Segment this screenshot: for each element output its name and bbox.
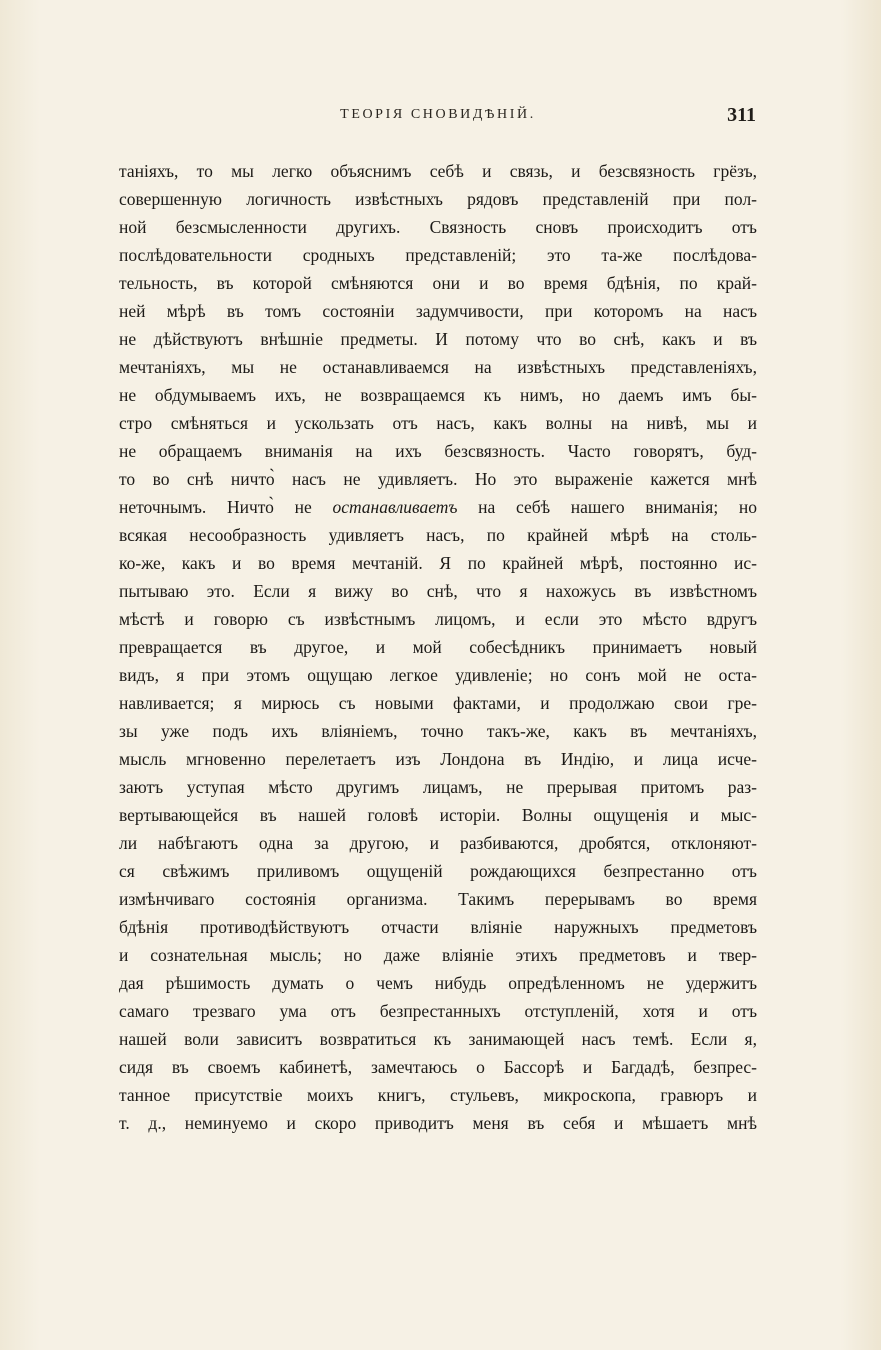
text-line: заютъ уступая мѣсто другимъ лицамъ, не прерывая притомъ раз-	[119, 777, 757, 797]
text-line: не обдумываемъ ихъ, не возвращаемся къ нимъ, но даемъ имъ бы-	[119, 385, 757, 405]
text-line: ко-же, какъ и во время мечтаній. Я по крайней мѣрѣ, постоянно ис-	[119, 553, 757, 573]
page-number: 311	[727, 104, 756, 126]
text-line: ной безсмысленности другихъ. Связность сновъ происходитъ отъ	[119, 217, 757, 237]
text-segment: неточнымъ. Ничто̀ не	[119, 497, 333, 517]
text-line: таніяхъ, то мы легко объяснимъ себѣ и связь, и безсвязность грёзъ,	[119, 161, 757, 181]
text-line: не обращаемъ вниманія на ихъ безсвязность. Часто говорятъ, буд-	[119, 441, 757, 461]
running-title: ТЕОРІЯ СНОВИДѢНІЙ.	[340, 107, 536, 122]
text-line: превращается въ другое, и мой собесѣдникъ принимаетъ новый	[119, 637, 757, 657]
text-line: т. д., неминуемо и скоро приводитъ меня въ себя и мѣшаетъ мнѣ	[119, 1113, 757, 1133]
text-line: дая рѣшимость думать о чемъ нибудь опредѣленномъ не удержитъ	[119, 973, 757, 993]
running-head	[120, 104, 756, 130]
text-line: навливается; я мирюсь съ новыми фактами, и продолжаю свои гре-	[119, 693, 757, 713]
text-line: ней мѣрѣ въ томъ состояніи задумчивости, при которомъ на насъ	[119, 301, 757, 321]
text-line: то во снѣ ничто̀ насъ не удивляетъ. Но это выраженіе кажется мнѣ	[119, 469, 757, 489]
text-line: пытываю это. Если я вижу во снѣ, что я нахожусь въ извѣстномъ	[119, 581, 757, 601]
text-line: нашей воли зависитъ возвратиться къ занимающей насъ темѣ. Если я,	[119, 1029, 757, 1049]
text-line: всякая несообразность удивляетъ насъ, по крайней мѣрѣ на столь-	[119, 525, 757, 545]
text-line: тельность, въ которой смѣняются они и во время бдѣнія, по край-	[119, 273, 757, 293]
italic-emphasis: останавливаетъ	[332, 497, 458, 517]
text-line: бдѣнія противодѣйствуютъ отчасти вліяніе наружныхъ предметовъ	[119, 917, 757, 937]
text-line: мѣстѣ и говорю съ извѣстнымъ лицомъ, и если это мѣсто вдругъ	[119, 609, 757, 629]
text-line: послѣдовательности сродныхъ представленій; это та-же послѣдова-	[119, 245, 757, 265]
text-line: зы уже подъ ихъ вліяніемъ, точно такъ-же, какъ въ мечтаніяхъ,	[119, 721, 757, 741]
text-line: стро смѣняться и ускользать отъ насъ, какъ волны на нивѣ, мы и	[119, 413, 757, 433]
body-text	[119, 157, 757, 1137]
text-line: мысль мгновенно перелетаетъ изъ Лондона въ Индію, и лица исче-	[119, 749, 757, 769]
text-line: самаго трезваго ума отъ безпрестанныхъ отступленій, хотя и отъ	[119, 1001, 757, 1021]
text-line: видъ, я при этомъ ощущаю легкое удивленіе; но сонъ мой не оста-	[119, 665, 757, 685]
text-line: ли набѣгаютъ одна за другою, и разбиваются, дробятся, отклоняют-	[119, 833, 757, 853]
text-line: танное присутствіе моихъ книгъ, стульевъ, микроскопа, гравюръ и	[119, 1085, 757, 1105]
text-line: совершенную логичность извѣстныхъ рядовъ представленій при пол-	[119, 189, 757, 209]
text-line: и сознательная мысль; но даже вліяніе этихъ предметовъ и твер-	[119, 945, 757, 965]
text-line: вертывающейся въ нашей головѣ исторіи. Волны ощущенія и мыс-	[119, 805, 757, 825]
text-line: не дѣйствуютъ внѣшніе предметы. И потому что во снѣ, какъ и въ	[119, 329, 757, 349]
text-line: сидя въ своемъ кабинетѣ, замечтаюсь о Бассорѣ и Багдадѣ, безпрес-	[119, 1057, 757, 1077]
text-line	[119, 493, 757, 521]
text-segment: на себѣ нашего вниманія; но	[457, 497, 757, 517]
text-line: ся свѣжимъ приливомъ ощущеній рождающихся безпрестанно отъ	[119, 861, 757, 881]
text-line: мечтаніяхъ, мы не останавливаемся на извѣстныхъ представленіяхъ,	[119, 357, 757, 377]
text-line: измѣнчиваго состоянія организма. Такимъ перерывамъ во время	[119, 889, 757, 909]
